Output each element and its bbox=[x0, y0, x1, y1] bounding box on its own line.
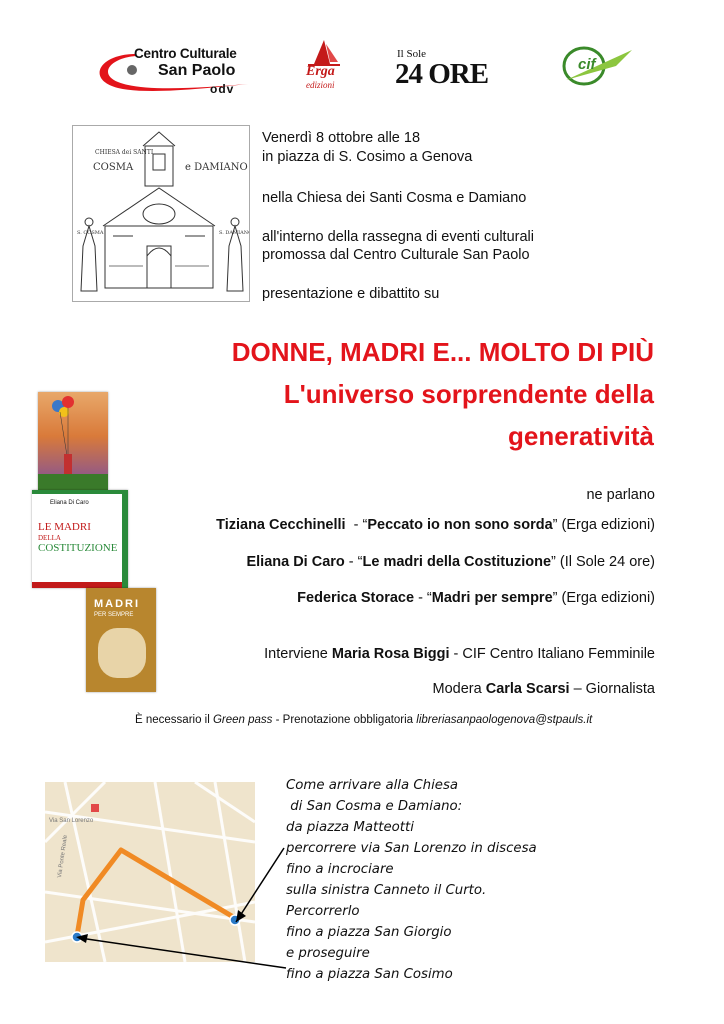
speaker-book: Peccato io non sono sorda bbox=[367, 517, 553, 533]
book-cover-peccato bbox=[38, 392, 108, 490]
church-caption-s-damiano: S. DAMIANO bbox=[219, 230, 249, 236]
speaker-row bbox=[246, 554, 655, 570]
book2-title-line2: DELLA bbox=[38, 534, 61, 542]
notice-part3: - Prenotazione obbligatoria bbox=[272, 714, 417, 726]
intervention-line bbox=[264, 646, 655, 662]
il-sole-24-ore-logo bbox=[395, 48, 507, 94]
speaker-name: Tiziana Cecchinelli bbox=[216, 517, 346, 533]
speaker-publisher: ” (Il Sole 24 ore) bbox=[551, 554, 655, 570]
church-drawing bbox=[72, 125, 250, 302]
cif-logo bbox=[556, 40, 636, 90]
arrow-head-icon bbox=[76, 934, 88, 943]
book2-title-line3: COSTITUZIONE bbox=[38, 542, 118, 554]
speaker-sep: - “ bbox=[345, 517, 368, 533]
erga-sub: edizioni bbox=[306, 80, 335, 90]
map-street-label-2: Via San Lorenzo bbox=[49, 818, 94, 824]
notice-line bbox=[135, 714, 592, 726]
erga-edizioni-logo bbox=[300, 38, 350, 94]
directions-line: e proseguire bbox=[286, 946, 370, 961]
book2-author: Eliana Di Caro bbox=[50, 500, 89, 506]
directions-line: Come arrivare alla Chiesa bbox=[286, 778, 459, 793]
moderator-name: Carla Scarsi bbox=[485, 681, 570, 697]
cif-emblem-icon bbox=[556, 40, 636, 90]
event-series-2: promossa dal Centro Culturale San Paolo bbox=[262, 247, 530, 263]
speaker-name: Federica Storace bbox=[297, 590, 415, 606]
church-illustration-icon bbox=[73, 126, 249, 301]
erga-name: Erga bbox=[306, 64, 335, 79]
speaker-publisher: ” (Erga edizioni) bbox=[552, 590, 655, 606]
centro-culturale-san-paolo-logo bbox=[88, 40, 253, 100]
book3-title-line2: PER SEMPRE bbox=[94, 612, 134, 618]
book3-title-line1: MADRI bbox=[94, 598, 141, 610]
directions-line: fino a incrociare bbox=[286, 862, 394, 877]
directions-line: Percorrerlo bbox=[286, 904, 360, 919]
speaker-row bbox=[216, 517, 655, 533]
ccsp-line2: San Paolo bbox=[158, 62, 236, 79]
event-date: Venerdì 8 ottobre alle 18 bbox=[262, 130, 421, 146]
cif-name: cif bbox=[578, 56, 596, 73]
book2-title-line1: LE MADRI bbox=[38, 521, 91, 533]
book2-title bbox=[38, 522, 117, 553]
intervention-prefix: Interviene bbox=[264, 646, 332, 662]
moderator-suffix: – Giornalista bbox=[569, 681, 655, 697]
moderator-prefix: Modera bbox=[432, 681, 486, 697]
intervention-name: Maria Rosa Biggi bbox=[331, 646, 450, 662]
speaker-book: Madri per sempre bbox=[431, 590, 553, 606]
event-series-1: all'interno della rassegna di eventi culturali bbox=[262, 229, 534, 245]
sole-big: 24 ORE bbox=[395, 58, 489, 90]
balloons-icon bbox=[38, 392, 108, 490]
speaker-name: Eliana Di Caro bbox=[246, 554, 345, 570]
book-cover-madri-costituzione bbox=[32, 490, 128, 588]
arrow-head-icon bbox=[236, 910, 246, 922]
church-caption-s-cosma: S. COSMA bbox=[77, 230, 104, 236]
speaker-sep: - “ bbox=[344, 554, 363, 570]
event-church: nella Chiesa dei Santi Cosma e Damiano bbox=[262, 190, 527, 206]
speakers-intro: ne parlano bbox=[586, 487, 655, 503]
book-cover-madri-per-sempre bbox=[86, 588, 156, 692]
ccsp-line3: odv bbox=[210, 82, 235, 96]
ccsp-line1: Centro Culturale bbox=[134, 46, 237, 61]
directions-line: di San Cosma e Damiano: bbox=[286, 799, 463, 814]
speaker-row bbox=[297, 590, 655, 606]
directions-line: fino a piazza San Cosimo bbox=[286, 967, 453, 982]
main-title: DONNE, MADRI E... MOLTO DI PIÙ bbox=[231, 337, 654, 367]
subtitle-line2: generatività bbox=[508, 421, 654, 451]
event-presentation: presentazione e dibattito su bbox=[262, 286, 440, 302]
church-caption-cosma: COSMA bbox=[93, 162, 134, 173]
speaker-publisher: ” (Erga edizioni) bbox=[552, 517, 655, 533]
event-place: in piazza di S. Cosimo a Genova bbox=[262, 149, 473, 165]
notice-part1: È necessario il bbox=[135, 714, 213, 726]
directions-line: da piazza Matteotti bbox=[286, 820, 414, 835]
directions-line: percorrere via San Lorenzo in discesa bbox=[286, 841, 537, 856]
map-street-label: Via Ponte Reale bbox=[57, 834, 70, 879]
church-caption-top: CHIESA dei SANTI bbox=[95, 149, 154, 156]
directions-line: sulla sinistra Canneto il Curto. bbox=[286, 883, 487, 898]
notice-email[interactable]: libreriasanpaologenova@stpauls.it bbox=[416, 714, 593, 726]
directions-line: fino a piazza San Giorgio bbox=[286, 925, 452, 940]
notice-green-pass: Green pass bbox=[212, 714, 273, 726]
intervention-suffix: - CIF Centro Italiano Femminile bbox=[449, 646, 655, 662]
speaker-book: Le madri della Costituzione bbox=[362, 554, 552, 570]
subtitle-line1: L'universo sorprendente della bbox=[283, 379, 654, 409]
book3-face-image bbox=[98, 628, 146, 678]
speaker-sep: - “ bbox=[414, 590, 432, 606]
sole-small: Il Sole bbox=[397, 48, 427, 60]
direction-arrow-long bbox=[68, 930, 290, 974]
church-caption-damiano: e DAMIANO bbox=[185, 162, 248, 173]
moderator-line bbox=[433, 681, 655, 697]
